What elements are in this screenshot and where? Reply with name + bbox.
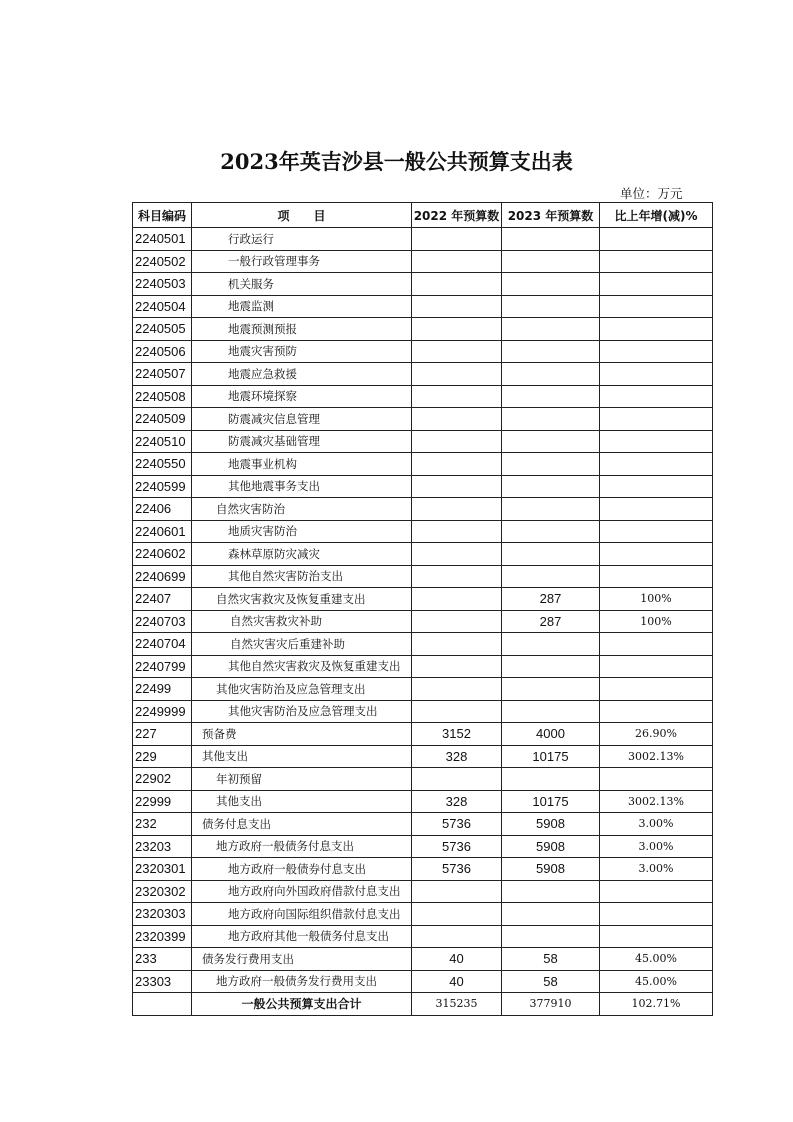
row-2023-value — [502, 543, 600, 566]
row-change-percent — [600, 768, 713, 791]
row-2023-value — [502, 925, 600, 948]
total-code — [133, 993, 192, 1016]
header-code: 科目编码 — [133, 203, 192, 228]
row-2022-value — [412, 273, 502, 296]
row-code: 22406 — [133, 498, 192, 521]
row-item: 一般行政管理事务 — [192, 250, 412, 273]
row-2023-value — [502, 565, 600, 588]
row-item: 地方政府一般债务付息支出 — [192, 835, 412, 858]
row-change-percent — [600, 903, 713, 926]
row-code: 233 — [133, 948, 192, 971]
table-row — [133, 363, 713, 386]
row-code: 229 — [133, 745, 192, 768]
row-change-percent — [600, 880, 713, 903]
row-change-percent — [600, 655, 713, 678]
row-code: 2240703 — [133, 610, 192, 633]
row-code: 2240510 — [133, 430, 192, 453]
row-2023-value — [502, 520, 600, 543]
row-code: 2320301 — [133, 858, 192, 881]
row-2023-value — [502, 453, 600, 476]
row-2023-value: 58 — [502, 948, 600, 971]
row-2022-value: 40 — [412, 970, 502, 993]
table-row — [133, 925, 713, 948]
row-code: 2240799 — [133, 655, 192, 678]
table-row — [133, 520, 713, 543]
page-title: 2023年英吉沙县一般公共预算支出表 — [220, 149, 573, 174]
row-item: 地震应急救援 — [192, 363, 412, 386]
row-2023-value — [502, 678, 600, 701]
row-change-percent: 3.00% — [600, 835, 713, 858]
header-2022: 2022 年预算数 — [412, 203, 502, 228]
row-item: 其他支出 — [192, 790, 412, 813]
row-2023-value — [502, 363, 600, 386]
row-2022-value — [412, 880, 502, 903]
row-2023-value — [502, 295, 600, 318]
row-2023-value — [502, 318, 600, 341]
row-item: 其他自然灾害救灾及恢复重建支出 — [192, 655, 412, 678]
row-code: 2240501 — [133, 228, 192, 251]
row-change-percent: 100% — [600, 610, 713, 633]
row-change-percent — [600, 363, 713, 386]
row-2023-value — [502, 700, 600, 723]
row-2023-value — [502, 768, 600, 791]
row-change-percent — [600, 385, 713, 408]
table-row — [133, 498, 713, 521]
table-row — [133, 430, 713, 453]
row-2023-value: 58 — [502, 970, 600, 993]
row-2023-value — [502, 250, 600, 273]
row-change-percent — [600, 475, 713, 498]
row-2022-value — [412, 250, 502, 273]
row-code: 2320303 — [133, 903, 192, 926]
row-2022-value: 3152 — [412, 723, 502, 746]
row-item: 行政运行 — [192, 228, 412, 251]
table-row — [133, 385, 713, 408]
row-item: 自然灾害防治 — [192, 498, 412, 521]
table-row — [133, 835, 713, 858]
row-change-percent — [600, 678, 713, 701]
table-row — [133, 790, 713, 813]
row-code: 2240508 — [133, 385, 192, 408]
row-2023-value: 4000 — [502, 723, 600, 746]
row-code: 2240704 — [133, 633, 192, 656]
row-2023-value: 5908 — [502, 858, 600, 881]
table-row — [133, 273, 713, 296]
table-row — [133, 655, 713, 678]
row-2022-value — [412, 228, 502, 251]
row-item: 地震预测预报 — [192, 318, 412, 341]
row-item: 自然灾害灾后重建补助 — [192, 633, 412, 656]
row-item: 自然灾害救灾补助 — [192, 610, 412, 633]
row-code: 2240502 — [133, 250, 192, 273]
row-code: 2240599 — [133, 475, 192, 498]
total-label: 一般公共预算支出合计 — [192, 993, 412, 1016]
row-2022-value — [412, 565, 502, 588]
row-code: 2249999 — [133, 700, 192, 723]
table-row — [133, 453, 713, 476]
row-2022-value — [412, 453, 502, 476]
table-row — [133, 858, 713, 881]
row-2022-value — [412, 520, 502, 543]
table-row — [133, 340, 713, 363]
row-2022-value — [412, 925, 502, 948]
table-row — [133, 228, 713, 251]
row-code: 2240503 — [133, 273, 192, 296]
row-item: 地质灾害防治 — [192, 520, 412, 543]
row-code: 227 — [133, 723, 192, 746]
row-2023-value — [502, 228, 600, 251]
row-code: 22499 — [133, 678, 192, 701]
row-2023-value: 10175 — [502, 745, 600, 768]
row-2022-value — [412, 700, 502, 723]
row-2022-value — [412, 498, 502, 521]
row-item: 债务付息支出 — [192, 813, 412, 836]
table-row — [133, 948, 713, 971]
table-row — [133, 543, 713, 566]
row-change-percent — [600, 925, 713, 948]
row-code: 2320302 — [133, 880, 192, 903]
row-change-percent: 3.00% — [600, 813, 713, 836]
row-item: 自然灾害救灾及恢复重建支出 — [192, 588, 412, 611]
row-change-percent: 45.00% — [600, 970, 713, 993]
table-row — [133, 813, 713, 836]
row-change-percent — [600, 408, 713, 431]
row-item: 地方政府向国际组织借款付息支出 — [192, 903, 412, 926]
row-change-percent — [600, 543, 713, 566]
row-code: 2240504 — [133, 295, 192, 318]
table-header-row — [133, 203, 713, 228]
table-row — [133, 295, 713, 318]
row-2022-value: 328 — [412, 745, 502, 768]
row-2023-value — [502, 340, 600, 363]
row-code: 23203 — [133, 835, 192, 858]
row-item: 地方政府向外国政府借款付息支出 — [192, 880, 412, 903]
row-code: 2240602 — [133, 543, 192, 566]
row-change-percent — [600, 453, 713, 476]
table-row — [133, 723, 713, 746]
row-2023-value: 5908 — [502, 813, 600, 836]
table-row — [133, 565, 713, 588]
row-2023-value — [502, 273, 600, 296]
table-row — [133, 768, 713, 791]
table-row — [133, 678, 713, 701]
row-change-percent — [600, 250, 713, 273]
row-2022-value — [412, 768, 502, 791]
row-2023-value: 5908 — [502, 835, 600, 858]
row-2022-value: 5736 — [412, 813, 502, 836]
row-change-percent — [600, 633, 713, 656]
row-code: 2240505 — [133, 318, 192, 341]
row-2023-value — [502, 408, 600, 431]
table-row — [133, 903, 713, 926]
row-item: 地方政府其他一般债务付息支出 — [192, 925, 412, 948]
row-2022-value — [412, 678, 502, 701]
row-2023-value — [502, 430, 600, 453]
row-2022-value: 40 — [412, 948, 502, 971]
row-change-percent — [600, 700, 713, 723]
row-change-percent — [600, 340, 713, 363]
row-change-percent: 26.90% — [600, 723, 713, 746]
row-2023-value — [502, 385, 600, 408]
row-item: 地震灾害预防 — [192, 340, 412, 363]
header-2023: 2023 年预算数 — [502, 203, 600, 228]
row-change-percent — [600, 228, 713, 251]
row-change-percent: 3.00% — [600, 858, 713, 881]
row-change-percent: 100% — [600, 588, 713, 611]
row-2022-value: 5736 — [412, 835, 502, 858]
row-2022-value — [412, 475, 502, 498]
row-code: 2320399 — [133, 925, 192, 948]
row-code: 2240550 — [133, 453, 192, 476]
unit-label: 单位：万元 — [620, 186, 683, 201]
row-2023-value: 287 — [502, 588, 600, 611]
row-2022-value — [412, 385, 502, 408]
row-item: 年初预留 — [192, 768, 412, 791]
row-change-percent — [600, 430, 713, 453]
row-2022-value — [412, 363, 502, 386]
row-2022-value: 5736 — [412, 858, 502, 881]
row-2023-value — [502, 475, 600, 498]
row-2023-value: 10175 — [502, 790, 600, 813]
row-item: 地震环境探察 — [192, 385, 412, 408]
row-item: 地方政府一般债务发行费用支出 — [192, 970, 412, 993]
row-2023-value — [502, 655, 600, 678]
row-2022-value — [412, 408, 502, 431]
row-code: 232 — [133, 813, 192, 836]
row-code: 2240509 — [133, 408, 192, 431]
row-2022-value: 328 — [412, 790, 502, 813]
row-code: 2240601 — [133, 520, 192, 543]
row-item: 其他灾害防治及应急管理支出 — [192, 678, 412, 701]
row-2022-value — [412, 340, 502, 363]
row-change-percent — [600, 565, 713, 588]
row-item: 预备费 — [192, 723, 412, 746]
header-change: 比上年增(减)% — [600, 203, 713, 228]
row-2022-value — [412, 543, 502, 566]
table-row — [133, 745, 713, 768]
row-item: 地震事业机构 — [192, 453, 412, 476]
row-2023-value — [502, 633, 600, 656]
row-item: 机关服务 — [192, 273, 412, 296]
table-body — [133, 228, 713, 1016]
row-2022-value — [412, 430, 502, 453]
row-change-percent — [600, 318, 713, 341]
row-2023-value: 287 — [502, 610, 600, 633]
row-code: 2240506 — [133, 340, 192, 363]
row-item: 森林草原防灾减灾 — [192, 543, 412, 566]
total-2022-value: 315235 — [412, 993, 502, 1016]
row-code: 2240507 — [133, 363, 192, 386]
row-2022-value — [412, 318, 502, 341]
row-code: 22999 — [133, 790, 192, 813]
row-2022-value — [412, 903, 502, 926]
row-change-percent: 3002.13% — [600, 790, 713, 813]
table-row — [133, 588, 713, 611]
row-2022-value — [412, 655, 502, 678]
table-row — [133, 970, 713, 993]
table-row — [133, 475, 713, 498]
row-change-percent — [600, 273, 713, 296]
total-change-percent: 102.71% — [600, 993, 713, 1016]
row-item: 债务发行费用支出 — [192, 948, 412, 971]
table-row — [133, 408, 713, 431]
row-change-percent: 3002.13% — [600, 745, 713, 768]
total-row — [133, 993, 713, 1016]
row-item: 地方政府一般债券付息支出 — [192, 858, 412, 881]
row-item: 其他支出 — [192, 745, 412, 768]
table-row — [133, 610, 713, 633]
row-code: 2240699 — [133, 565, 192, 588]
row-item: 其他自然灾害防治支出 — [192, 565, 412, 588]
row-item: 其他地震事务支出 — [192, 475, 412, 498]
row-code: 22407 — [133, 588, 192, 611]
row-code: 23303 — [133, 970, 192, 993]
table-row — [133, 633, 713, 656]
total-2023-value: 377910 — [502, 993, 600, 1016]
row-change-percent — [600, 498, 713, 521]
table-row — [133, 880, 713, 903]
row-code: 22902 — [133, 768, 192, 791]
table-row — [133, 700, 713, 723]
row-item: 防震减灾信息管理 — [192, 408, 412, 431]
row-2023-value — [502, 903, 600, 926]
row-change-percent — [600, 295, 713, 318]
row-2022-value — [412, 633, 502, 656]
row-2022-value — [412, 295, 502, 318]
row-item: 防震减灾基础管理 — [192, 430, 412, 453]
row-item: 地震监测 — [192, 295, 412, 318]
budget-table — [132, 202, 713, 1016]
table-row — [133, 318, 713, 341]
row-2022-value — [412, 610, 502, 633]
row-item: 其他灾害防治及应急管理支出 — [192, 700, 412, 723]
row-2022-value — [412, 588, 502, 611]
row-change-percent — [600, 520, 713, 543]
header-item: 项 目 — [192, 203, 412, 228]
table-row — [133, 250, 713, 273]
row-change-percent: 45.00% — [600, 948, 713, 971]
row-2023-value — [502, 880, 600, 903]
row-2023-value — [502, 498, 600, 521]
